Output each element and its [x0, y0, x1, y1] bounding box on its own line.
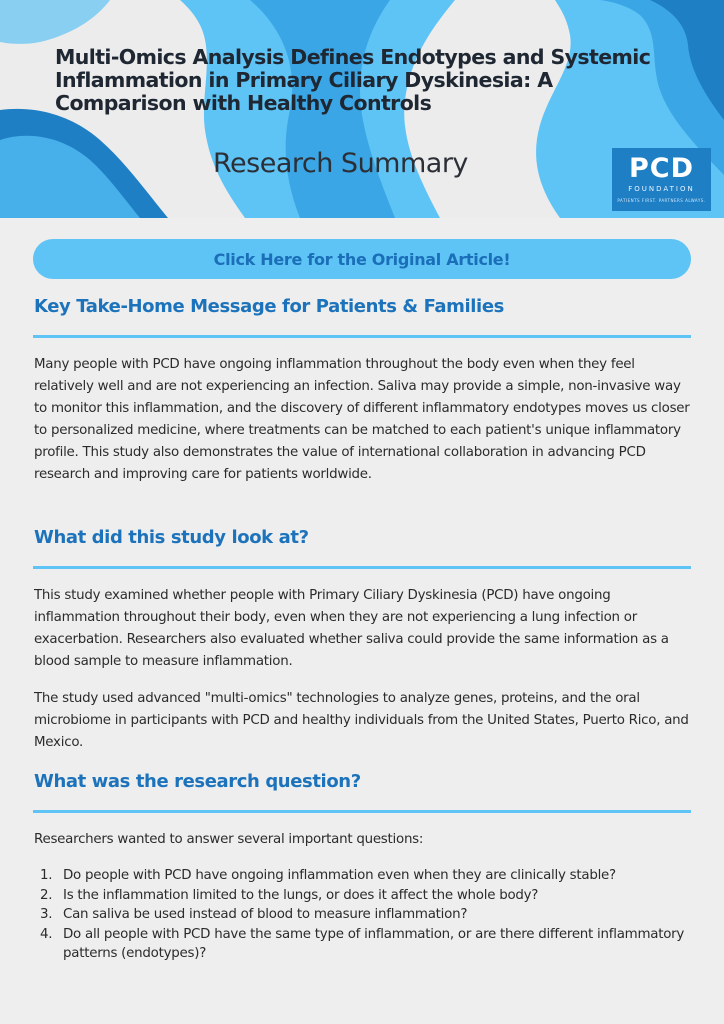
list-item-number: 1.	[40, 868, 53, 883]
page-subtitle: Research Summary	[213, 148, 468, 179]
section-divider	[33, 810, 691, 813]
list-item-text: Is the inflammation limited to the lungs, or does it affect the whole body?	[63, 887, 539, 903]
original-article-button[interactable]: Click Here for the Original Article!	[33, 239, 691, 279]
list-item-text: Do all people with PCD have the same type of inflammation, or are there different inflammatory patterns (endotypes)?	[63, 926, 685, 961]
section-paragraph: This study examined whether people with Primary Ciliary Dyskinesia (PCD) have ongoing inflammation throughout their body, even when they are not experiencing a lung infection or exacerbation. Researchers also evaluated whether saliva could provide the same information as a blood sample to measure inflammation.	[34, 588, 669, 669]
list-item	[34, 866, 694, 886]
list-item	[34, 905, 694, 925]
logo-name: FOUNDATION	[628, 185, 695, 193]
logo-tagline: PATIENTS FIRST. PARTNERS ALWAYS.	[617, 198, 706, 203]
section-heading-study-focus: What did this study look at?	[34, 527, 309, 548]
wave-left-top-light	[0, 0, 110, 44]
section-paragraph: Many people with PCD have ongoing inflammation throughout the body even when they feel relatively well and are not experiencing an infection. Saliva may provide a simple, non-invasive way to monitor this inflammation, and the discovery of different inflammatory endotypes moves us closer to personalized medicine, where treatments can be matched to each patient's unique inflammatory profile. This study also demonstrates the value of international collaboration in advancing PCD research and improving care for patients worldwide.	[34, 357, 690, 482]
section-divider	[33, 566, 691, 569]
section-heading-research-question: What was the research question?	[34, 771, 361, 792]
list-item-number: 3.	[40, 907, 53, 922]
list-item	[34, 925, 694, 964]
list-item-number: 2.	[40, 887, 53, 903]
section-paragraph: The study used advanced "multi-omics" technologies to analyze genes, proteins, and the oral microbiome in participants with PCD and healthy individuals from the United States, Puerto Rico, and Mexico.	[34, 691, 689, 750]
research-questions-list	[34, 866, 694, 964]
section-divider	[33, 335, 691, 338]
list-item-number: 4.	[40, 926, 53, 942]
logo-mark: PCD	[628, 153, 694, 184]
section-paragraph: Researchers wanted to answer several important questions:	[34, 832, 424, 847]
header-banner	[0, 0, 724, 218]
section-heading-key-message: Key Take-Home Message for Patients & Families	[34, 296, 504, 317]
page-title: Multi-Omics Analysis Defines Endotypes and Systemic Inflammation in Primary Ciliary Dyskinesia: A Comparison with Healthy Controls	[55, 45, 651, 115]
pcd-foundation-logo[interactable]	[612, 148, 711, 211]
list-item-text: Can saliva be used instead of blood to measure inflammation?	[63, 907, 468, 922]
list-item	[34, 886, 694, 906]
list-item-text: Do people with PCD have ongoing inflammation even when they are clinically stable?	[63, 868, 616, 883]
